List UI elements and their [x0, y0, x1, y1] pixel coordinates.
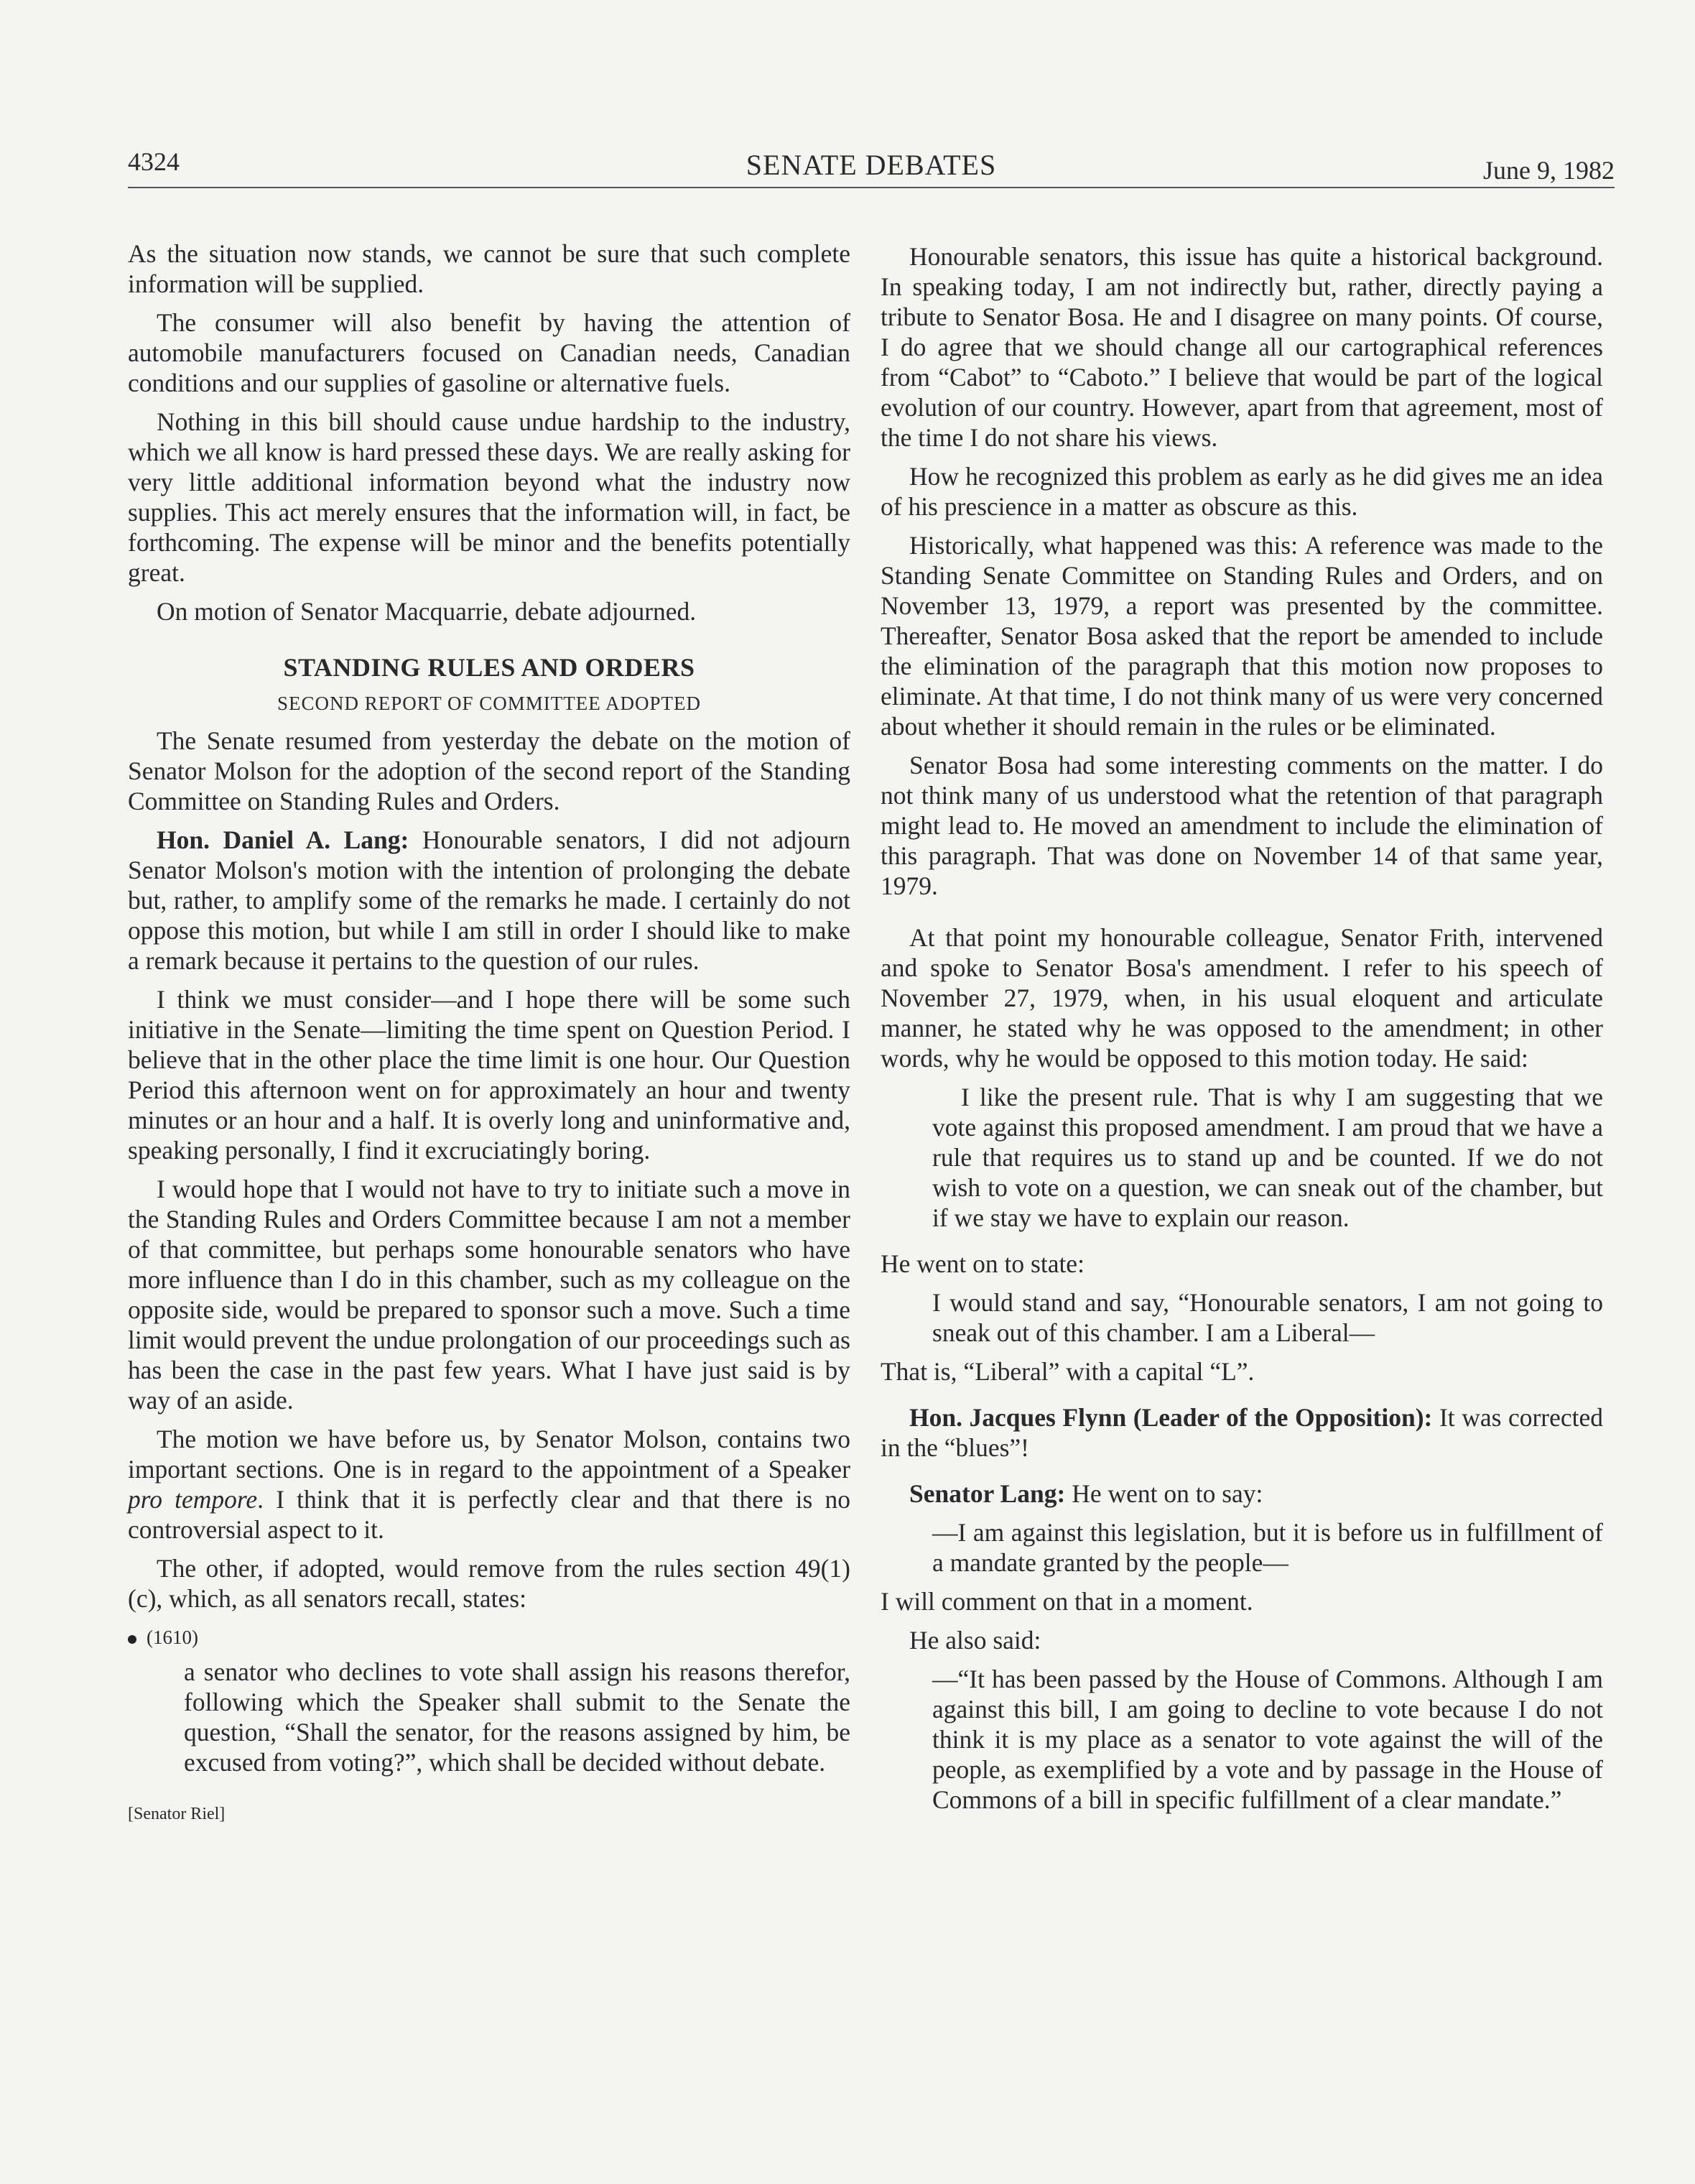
paragraph: Senator Bosa had some interesting comments on the matter. I do not think many of us understood what the retention of that paragraph might lead to. He moved an amendment to include the elimination of this paragraph. That was done on November 14 of that same year, 1979. [881, 751, 1603, 900]
paragraph: The consumer will also benefit by having the attention of automobile manufacturers focused on Canadian needs, Canadian conditions and our supplies of gasoline or alternative fuels. [128, 308, 850, 397]
time-marker-text: (1610) [147, 1627, 198, 1648]
block-quote: —“It has been passed by the House of Commons. Although I am against this bill, I am going to decline to vote because I do not think it is my place as a senator to vote against the will of the people, as exemplified by a vote and by passage in the House of Commons of a bill in specific fulfillment of a clear mandate.” [932, 1665, 1603, 1814]
speech-text: He went on to say: [1072, 1479, 1263, 1508]
header-rule [128, 187, 1615, 188]
paragraph: The other, if adopted, would remove from the rules section 49(1)(c), which, as all senators recall, states: [128, 1554, 850, 1613]
paragraph: As the situation now stands, we cannot be sure that such complete information will be supplied. [128, 239, 850, 298]
right-column [881, 241, 1603, 1823]
paragraph: I would hope that I would not have to try to initiate such a move in the Standing Rules and Orders Committee because I am not a member of that committee, but perhaps some honourable senators who have more influence than I do in this chamber, such as my colleague on the opposite side, would be prepared to sponsor such a move. Such a time limit would prevent the undue prolongation of our proceedings such as has been the case in the past few years. What I have just said is by way of an aside. [128, 1175, 850, 1415]
paragraph: How he recognized this problem as early as he did gives me an idea of his prescience in a matter as obscure as this. [881, 462, 1603, 521]
block-quote: I like the present rule. That is why I am suggesting that we vote against this proposed amendment. I am proud that we have a rule that requires us to stand up and be counted. If we do not wish to vote on a question, we can sneak out of the chamber, but if we stay we have to explain our reason. [932, 1083, 1603, 1232]
speaker-name: Senator Lang: [909, 1479, 1066, 1508]
paragraph: On motion of Senator Macquarrie, debate adjourned. [157, 597, 697, 626]
speech-paragraph [881, 1402, 1603, 1463]
publication-title: SENATE DEBATES [746, 149, 997, 181]
page-footer: [Senator Riel] [128, 1805, 226, 1823]
paragraph: He went on to state: [881, 1249, 1085, 1278]
speech-text: Honourable senators, I did not adjourn Senator Molson's motion with the intention of prolonging the debate but, rather, to amplify some of the remarks he made. I certainly do not oppose this motion, but while I am still in order I should like to make a remark because it pertains to the question of our rules. [128, 825, 851, 975]
speaker-name: Hon. Jacques Flynn (Leader of the Opposition): [909, 1403, 1433, 1432]
text-run: The motion we have before us, by Senator Molson, contains two important sections. One is in regard to the appointment of a Speaker [128, 1425, 850, 1484]
left-column [128, 239, 850, 1829]
block-quote: a senator who declines to vote shall assign his reasons therefor, following which the Speaker shall submit to the Senate the question, “Shall the senator, for the reasons assigned by him, be excused from voting?”, which shall be decided without debate. [184, 1657, 850, 1777]
paragraph: At that point my honourable colleague, Senator Frith, intervened and spoke to Senator Bosa's amendment. I refer to his speech of November 27, 1979, when, in his usual eloquent and articulate manner, he stated why he was opposed to the amendment; in other words, why he would be opposed to this motion today. He said: [881, 923, 1603, 1073]
paragraph: That is, “Liberal” with a capital “L”. [881, 1357, 1255, 1386]
paragraph: I will comment on that in a moment. [881, 1587, 1253, 1616]
italic-text: pro tempore [128, 1485, 258, 1514]
paragraph: He also said: [909, 1626, 1041, 1655]
block-quote: I would stand and say, “Honourable senators, I am not going to sneak out of this chamber. I am a Liberal— [932, 1288, 1603, 1347]
text-run: . I think that it is perfectly clear and that there is no controversial aspect to it. [128, 1485, 850, 1544]
paragraph: I think we must consider—and I hope there will be some such initiative in the Senate—limiting the time spent on Question Period. I believe that in the other place the time limit is one hour. Our Question Period this afternoon went on for approximately an hour and twenty minutes or an hour and a half. It is overly long and uninformative and, speaking personally, I find it excruciatingly boring. [128, 985, 850, 1165]
page-number: 4324 [128, 147, 180, 176]
speech-paragraph [881, 1479, 1603, 1509]
time-marker [128, 1622, 850, 1652]
section-subtitle: SECOND REPORT OF COMMITTEE ADOPTED [277, 693, 701, 714]
block-quote: —I am against this legislation, but it is before us in fulfillment of a mandate granted by the people— [932, 1518, 1603, 1577]
paragraph: Nothing in this bill should cause undue hardship to the industry, which we all know is hard pressed these days. We are really asking for very little additional information beyond what the industry now supplies. This act merely ensures that the information will, in fact, be forthcoming. The expense will be minor and the benefits potentially great. [128, 407, 850, 587]
publication-date: June 9, 1982 [1483, 156, 1615, 185]
paragraph: Honourable senators, this issue has quite a historical background. In speaking today, I am not indirectly but, rather, directly paying a tribute to Senator Bosa. He and I disagree on many points. Of course, I do agree that we should change all our cartographical references from “Cabot” to “Caboto.” I believe that would be part of the logical evolution of our country. However, apart from that agreement, most of the time I do not share his views. [881, 242, 1603, 452]
paragraph: The Senate resumed from yesterday the debate on the motion of Senator Molson for the adoption of the second report of the Standing Committee on Standing Rules and Orders. [128, 726, 850, 815]
page-header [128, 147, 1615, 190]
speech-text: It was corrected in the “blues”! [881, 1403, 1603, 1462]
paragraph: Historically, what happened was this: A reference was made to the Standing Senate Committee on Standing Rules and Orders, and on November 13, 1979, a report was presented by the committee. Thereafter, Senator Bosa asked that the report be amended to include the elimination of the paragraph that this motion now proposes to eliminate. At that time, I do not think many of us were very concerned about whether it should remain in the rules or be eliminated. [881, 531, 1603, 741]
speaker-name: Hon. Daniel A. Lang: [157, 825, 409, 854]
section-title: STANDING RULES AND ORDERS [283, 653, 695, 682]
bullet-icon [128, 1635, 136, 1644]
paragraph [128, 1424, 850, 1545]
speech-paragraph [128, 825, 850, 976]
